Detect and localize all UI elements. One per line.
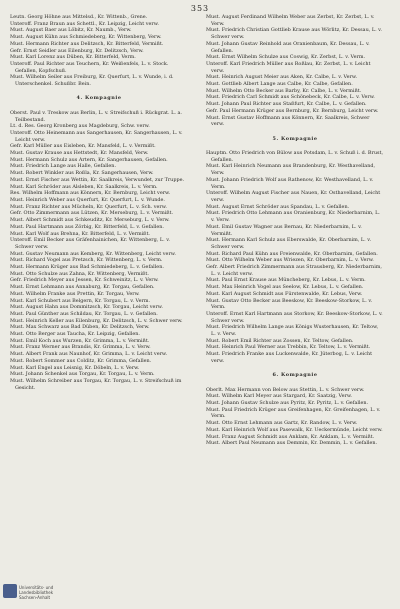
roster-entry: Must. Friedrich Franke aus Luckenwalde, Kr. Jüterbog, L. v. Leicht verw.: [206, 351, 373, 364]
roster-entry: Gefr. Friedrich Meyer aus Jessen, Kr. Schweinitz, L. v. Verw.: [10, 277, 159, 284]
roster-entry: Must. Karl Schröder aus Alsleben, Kr. Saalkreis, L. v. Verm.: [10, 183, 158, 190]
roster-entry: Oberst. Paul v. Treskow aus Berlin, L. v. Streifschuß i. Rückgrat. L. a. Teilbestand.: [10, 109, 182, 123]
roster-entry: Must. Johann Paul Richter aus Staßfurt, Kr. Calbe, L. v. Gefallen.: [206, 101, 367, 108]
roster-entry: Gefr. Albert Friedrich Zimmermann aus Strausberg, Kr. Niederbarnim, L. v. Leicht verw.: [206, 264, 382, 277]
roster-entry: Must. Hermann Krüger aus Bad Schmiedeberg, L. v. Gefallen.: [10, 264, 164, 271]
roster-entry: Hauptm. Otto Friedrich von Bülow aus Potsdam, L. v. Schuß i. d. Brust, Gefallen.: [206, 150, 383, 163]
roster-entry: Res. Wilhelm Hoffmann aus Könnern, Kr. Bernburg, Leicht verw.: [10, 190, 171, 197]
roster-entry: Must. August Hahn aus Dommitzsch, Kr. Torgau, Leicht verw.: [10, 304, 163, 311]
roster-entry: Must. Robert Emil Richter aus Zossen, Kr. Teltow, Gefallen.: [206, 337, 354, 344]
roster-entry: Must. Friedrich Otto Lehmann aus Oranienburg, Kr. Niederbarnim, L. v. Verw.: [206, 210, 380, 224]
roster-entry: [206, 128, 384, 135]
roster-entry: Must. Heinrich August Meier aus Aken, Kr. Calbe, L. v. Verw.: [206, 74, 358, 81]
roster-entry: [206, 380, 384, 387]
roster-entry: Must. Ernst Gustav Hoffmann aus Könnern, Kr. Saalkreis, Schwer verw.: [206, 114, 370, 128]
roster-entry: Leutn. Georg Höhne aus Mittelsd., Kr. Wittenb., Grene.: [10, 14, 148, 20]
roster-entry: Lt. d. Res. Georg Kronberg aus Magdeburg, Schw. verw.: [10, 123, 150, 130]
roster-entry: Must. Otto Berger aus Taucha, Kr. Leipzig, Gefallen.: [10, 331, 140, 338]
roster-entry: Must. Wilhelm Schreiber aus Torgau, Kr. Torgau, L. v. Streifschuß im Gesicht.: [10, 377, 182, 391]
roster-entry: Must. Hermann Schulz aus Artern, Kr. Sangerhausen, Gefallen.: [10, 156, 168, 163]
roster-entry: Must. Paul Friedrich Krüger aus Greifenhagen, Kr. Greifenhagen, L. v. Verm.: [206, 406, 381, 420]
roster-entry: Must. August Kühn aus Schmiedeberg, Kr. Wittenberg, Verw.: [10, 34, 162, 41]
roster-entry: Must. Albert Schmidt aus Schkeuditz, Kr. Merseburg, L. v. Verw.: [10, 217, 170, 224]
roster-entry: Must. August Baer aus Löbitz, Kr. Naumb., Verw.: [10, 27, 132, 34]
roster-entry: Unteroff. Paul Richter aus Teuchern, Kr. Weißenfels, L. v. Stock. Gefallen, Kopfschuß.: [10, 60, 169, 74]
roster-entry: Must. Gottlieb Albert Lange aus Calbe, Kr. Calbe, Gefallen.: [206, 81, 353, 88]
roster-entry: Must. Gustav Otto Becker aus Beeskow, Kr. Beeskow-Storkow, L. v. Verm.: [206, 297, 373, 311]
roster-entry: Oberlt. Max Hermann von Below aus Stettin, L. v. Schwer verw.: [206, 386, 365, 393]
roster-entry: Must. Wilhelm Seiler aus Freiburg, Kr. Querfurt, L. v. Wunde, i. d. Unterschenkel. Schußbr. Bein.: [10, 74, 174, 88]
roster-entry: Must. Gustav Neumann aus Kemberg, Kr. Wittenberg, Leicht verw.: [10, 250, 176, 257]
library-credit-line: Landesbibliothek: [19, 590, 54, 595]
roster-entry: Unteroff. Franz Braun aus Schettl., Kr. Leipzig, Leicht verw.: [10, 20, 159, 27]
roster-entry: Must. Albert Paul Neumann aus Demmin, Kr. Demmin, L. v. Gefallen.: [206, 440, 378, 447]
roster-entry: Must. Paul Hartmann aus Zörbig, Kr. Bitterfeld, L. v. Gefallen.: [10, 223, 164, 230]
text-column-left: [10, 14, 188, 391]
roster-entry: Unteroff. Wilhelm August Fischer aus Nauen, Kr. Osthavelland, Leicht verw.: [206, 190, 381, 203]
roster-entry: Must. Karl Heinrich Neumann aus Brandenburg, Kr. Westhavelland, Verw.: [206, 163, 376, 177]
roster-entry: Must. Max Heinrich Vogel aus Seelow, Kr. Lebus, L. v. Gefallen.: [206, 284, 364, 291]
roster-entry: Must. Karl Lorenz aus Düben, Kr. Bitterfeld, Verm.: [10, 54, 136, 61]
roster-entry: Must. Otto Ernst Lehmann aus Gartz, Kr. Randow, L. v. Verw.: [206, 420, 358, 427]
roster-entry: Must. Max Schwarz aus Bad Düben, Kr. Delitzsch, Verw.: [10, 324, 150, 331]
library-credit: [19, 585, 53, 600]
roster-entry: Must. Franz August Schmidt aus Anklam, Kr. Anklam, L. v. Vermißt.: [206, 433, 375, 440]
roster-entry: Must. Wilhelm Otto Becker aus Barby, Kr. Calbe, L. v. Vermißt.: [206, 87, 362, 94]
library-logo-icon: [3, 584, 17, 598]
roster-entry: Must. Johann Gustav Reinhold aus Oranienbaum, Kr. Dessau, L. v. Gefallen.: [206, 40, 370, 54]
roster-entry: [10, 88, 188, 95]
roster-entry: Must. Karl Wolf aus Brehna, Kr. Bitterfeld, L. v. Vermißt.: [10, 230, 150, 237]
library-credit-line: Universitäts- und: [19, 585, 54, 590]
roster-entry: Must. Friedrich Christian Gottlieb Krause aus Wörlitz, Kr. Dessau, L. v. Schwer verw.: [206, 27, 382, 41]
roster-entry: Unteroff. Otto Heinemann aus Sangerhausen, Kr. Sangerhausen, L. v. Leicht verw.: [10, 129, 183, 143]
roster-entry: Unteroff. Karl Friedrich Müller aus Roßlau, Kr. Zerbst, L. v. Leicht verw.: [206, 60, 371, 74]
text-column-right: [206, 14, 384, 447]
library-credit-line: Sachsen-Anhalt: [19, 595, 51, 600]
roster-entry: Must. Karl Engel aus Leisnig, Kr. Döbeln, L. v. Verw.: [10, 364, 140, 371]
roster-entry: Must. Robert Sommer aus Colditz, Kr. Grimma, Gefallen.: [10, 357, 152, 364]
roster-entry: Gefr. Karl Müller aus Eisleben, Kr. Mansfeld, L. v. Vermißt.: [10, 143, 156, 150]
roster-entry: Must. Wilhelm Karl Meyer aus Stargard, Kr. Saatzig, Verw.: [206, 393, 352, 400]
roster-entry: Must. Robert Winkler aus Roßla, Kr. Sangerhausen, Verw.: [10, 170, 154, 177]
roster-entry: Must. Heinrich Paul Werner aus Trebbin, Kr. Teltow, L. v. Vermißt.: [206, 344, 371, 351]
company-heading: 6. Kompagnie: [272, 372, 318, 379]
roster-entry: Must. Ernst Fischer aus Wettin, Kr. Saalkreis, Verwundet, zur Truppe.: [10, 176, 185, 183]
roster-entry: Must. Hermann Karl Schulz aus Eberswalde, Kr. Oberbarnim, L. v. Schwer verw.: [206, 237, 372, 250]
roster-entry: Must. Johann Friedrich Wolf aus Rathenow, Kr. Westhavelland, L. v. Verm.: [206, 176, 374, 190]
roster-entry: Must. Karl August Schmidt aus Fürstenwalde, Kr. Lebus, Verw.: [206, 290, 363, 297]
roster-entry: Must. Hermann Richter aus Delitzsch, Kr. Bitterfeld, Vermißt.: [10, 40, 164, 47]
roster-entry: Gefr. Otto Zimmermann aus Lützen, Kr. Merseburg, L. v. Vermißt.: [10, 210, 174, 217]
roster-entry: Must. Gustav Krause aus Hettstedt, Kr. Mansfeld, Verw.: [10, 150, 149, 157]
roster-entry: Must. Ernst Wilhelm Schulze aus Coswig, Kr. Zerbst, L. v. Verm.: [206, 54, 366, 61]
roster-entry: Must. Friedrich Carl Schmidt aus Schönebeck, Kr. Calbe, L. v. Verw.: [206, 94, 375, 101]
roster-entry: Must. Ernst Lehmann aus Annaburg, Kr. Torgau, Gefallen.: [10, 284, 155, 291]
roster-entry: [10, 103, 188, 110]
roster-entry: Must. Franz Werner aus Brandis, Kr. Grimma, L. v. Verw.: [10, 344, 151, 351]
roster-entry: Must. Richard Paul Kühn aus Freienwalde, Kr. Oberbarnim, Gefallen.: [206, 250, 378, 257]
company-heading: 4. Kompagnie: [76, 95, 122, 102]
roster-entry: Must. Paul Günther aus Schildau, Kr. Torgau, L. v. Gefallen.: [10, 310, 158, 317]
roster-entry: Must. Emil Gustav Wagner aus Bernau, Kr. Niederbarnim, L. v. Vermißt.: [206, 223, 362, 237]
roster-entry: [206, 365, 384, 372]
roster-entry: Must. Heinrich Weber aus Querfurt, Kr. Querfurt, L. v. Wunde.: [10, 196, 165, 203]
roster-entry: Must. Richard Vogel aus Pretzsch, Kr. Wittenberg, L. v. Verm.: [10, 257, 163, 264]
roster-entry: [206, 143, 384, 150]
roster-entry: Unteroff. Emil Becker aus Gräfenhainichen, Kr. Wittenberg, L. v. Schwer verw.: [10, 237, 170, 250]
roster-entry: Must. August Ferdinand Wilhelm Weber aus Zerbst, Kr. Zerbst, L. v. Verw.: [206, 14, 375, 27]
roster-entry: Must. Friedrich Lange aus Halle, Gefallen.: [10, 163, 116, 170]
roster-entry: Must. Johann Gustav Schulze aus Pyritz, Kr. Pyritz, L. v. Gefallen.: [206, 400, 369, 407]
roster-entry: Must. Heinrich Keller aus Eilenburg, Kr. Delitzsch, L. v. Schwer verw.: [10, 317, 183, 324]
company-heading: 5. Kompagnie: [272, 135, 318, 142]
page-number: 353: [190, 4, 210, 13]
roster-entry: Must. Paul Ernst Krause aus Müncheberg, Kr. Lebus, L. v. Verm.: [206, 277, 366, 284]
roster-entry: Must. Friedrich Wilhelm Lange aus Königs Wusterhausen, Kr. Teltow, L. v. Verw.: [206, 324, 379, 338]
roster-entry: Unteroff. Ernst Karl Hartmann aus Storkow, Kr. Beeskow-Storkow, L. v. Schwer verw.: [206, 310, 383, 324]
roster-entry: Must. Albert Frank aus Naunhof, Kr. Grimma, L. v. Leicht verw.: [10, 351, 168, 358]
roster-entry: Must. Otto Wilhelm Weber aus Wriezen, Kr. Oberbarnim, L. v. Verw.: [206, 257, 374, 264]
roster-entry: Must. Wilhelm Franke aus Prettin, Kr. Torgau, Verw.: [10, 290, 140, 297]
roster-entry: Must. Karl Heinrich Wolf aus Pasewalk, Kr. Ueckermünde, Leicht verw.: [206, 426, 383, 433]
roster-entry: Must. Karl Schubert aus Belgern, Kr. Torgau, L. v. Verm.: [10, 297, 151, 304]
roster-entry: Must. Franz Richter aus Mücheln, Kr. Querfurt, L. v. Sch. verw.: [10, 203, 167, 210]
roster-entry: Must. August Ernst Schröder aus Spandau, L. v. Gefallen.: [206, 203, 350, 210]
roster-entry: Gefr. Ernst Seidler aus Eilenburg, Kr. Delitzsch, Verw.: [10, 47, 144, 54]
roster-entry: Must. Johann Schenkel aus Torgau, Kr. Torgau, L. v. Verm.: [10, 371, 155, 378]
roster-entry: Gefr. Paul Hermann Krüger aus Bernburg, Kr. Bernburg, Leicht verw.: [206, 107, 379, 114]
roster-entry: Must. Emil Koch aus Wurzen, Kr. Grimma, L. v. Vermißt.: [10, 337, 150, 344]
roster-entry: Must. Otto Schulze aus Zahna, Kr. Wittenberg, Vermißt.: [10, 270, 149, 277]
